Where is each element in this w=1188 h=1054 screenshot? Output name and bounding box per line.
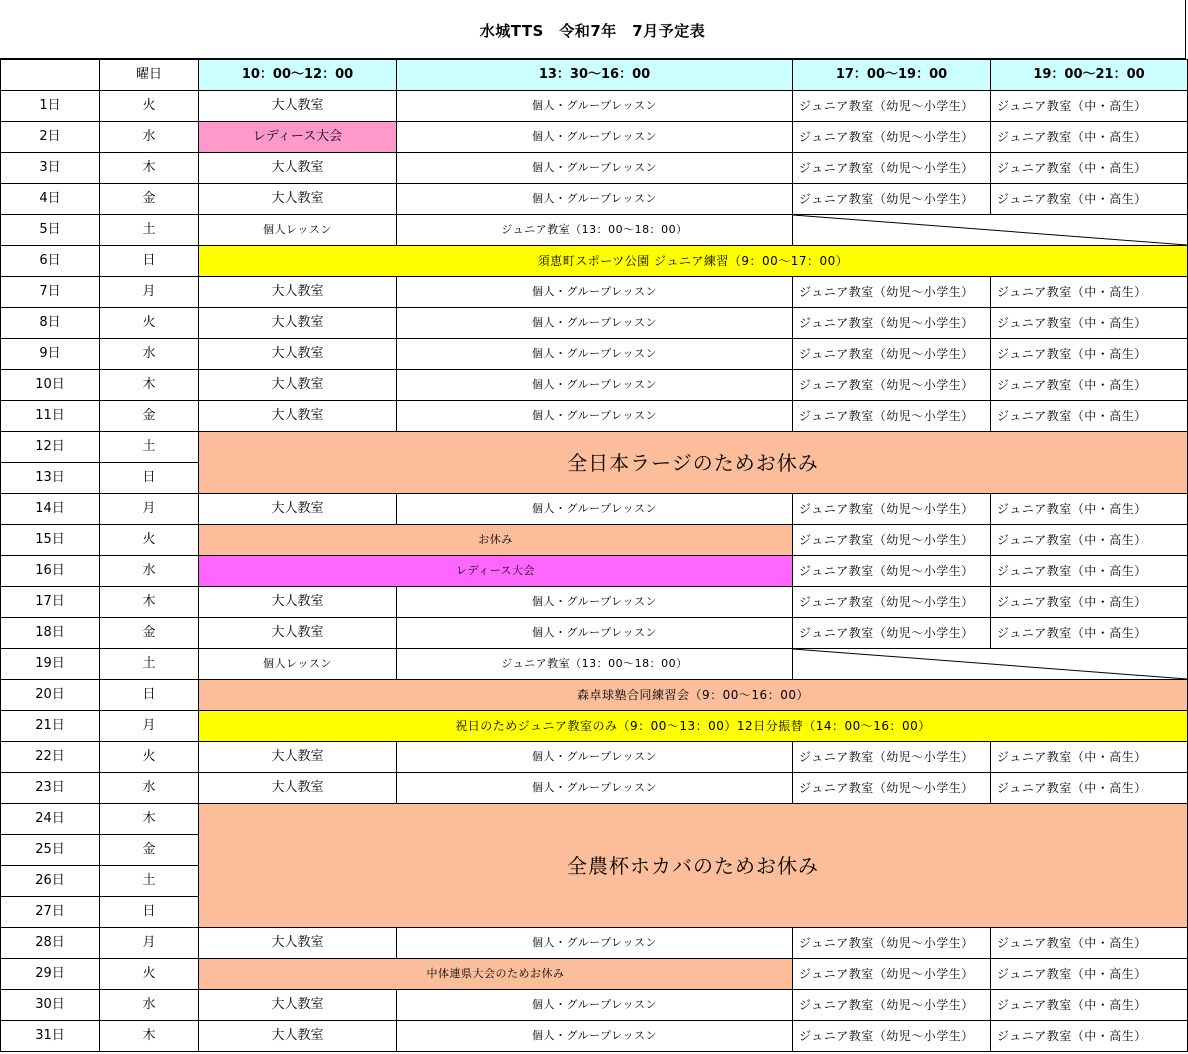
closure-banner: 全日本ラージのためお休み xyxy=(199,432,1188,494)
slot3-cell: ジュニア教室（幼児～小学生） xyxy=(793,494,991,525)
slot4-cell: ジュニア教室（中・高生） xyxy=(991,1021,1188,1052)
day-row xyxy=(1,990,1188,1021)
junior-saturday-cell: ジュニア教室（13：00～18：00） xyxy=(397,649,793,680)
slot3-cell: ジュニア教室（幼児～小学生） xyxy=(793,277,991,308)
slot3-cell: ジュニア教室（幼児～小学生） xyxy=(793,339,991,370)
slot4-cell: ジュニア教室（中・高生） xyxy=(991,928,1188,959)
weekday-cell: 月 xyxy=(100,494,199,525)
slot4-cell: ジュニア教室（中・高生） xyxy=(991,618,1188,649)
weekday-cell: 木 xyxy=(100,587,199,618)
slot2-cell: 個人・グループレッスン xyxy=(397,153,793,184)
slot3-cell: ジュニア教室（幼児～小学生） xyxy=(793,959,991,990)
slot4-cell: ジュニア教室（中・高生） xyxy=(991,556,1188,587)
date-cell: 2日 xyxy=(1,122,100,153)
day-row xyxy=(1,153,1188,184)
slot4-cell: ジュニア教室（中・高生） xyxy=(991,587,1188,618)
private-lesson-cell: 個人レッスン xyxy=(199,215,397,246)
slot2-cell: 個人・グループレッスン xyxy=(397,401,793,432)
weekday-cell: 火 xyxy=(100,742,199,773)
date-cell: 25日 xyxy=(1,835,100,866)
slot3-cell: ジュニア教室（幼児～小学生） xyxy=(793,990,991,1021)
weekday-cell: 金 xyxy=(100,401,199,432)
slot1-cell: 大人教室 xyxy=(199,184,397,215)
weekday-cell: 金 xyxy=(100,184,199,215)
slot3-cell: ジュニア教室（幼児～小学生） xyxy=(793,184,991,215)
header-weekday: 曜日 xyxy=(100,60,199,91)
weekday-cell: 火 xyxy=(100,959,199,990)
slot4-cell: ジュニア教室（中・高生） xyxy=(991,122,1188,153)
slot2-cell: 個人・グループレッスン xyxy=(397,370,793,401)
weekday-cell: 水 xyxy=(100,773,199,804)
rest-cell: お休み xyxy=(199,525,793,556)
weekday-cell: 木 xyxy=(100,1021,199,1052)
diagonal-line xyxy=(793,649,1187,679)
date-cell: 1日 xyxy=(1,91,100,122)
event-banner: 祝日のためジュニア教室のみ（9：00～13：00）12日分振替（14：00～16：00） xyxy=(199,711,1188,742)
day-row xyxy=(1,680,1188,711)
closure-banner: 全農杯ホカバのためお休み xyxy=(199,804,1188,928)
slot2-cell: 個人・グループレッスン xyxy=(397,122,793,153)
date-cell: 28日 xyxy=(1,928,100,959)
day-row xyxy=(1,525,1188,556)
day-row xyxy=(1,184,1188,215)
slot2-cell: 個人・グループレッスン xyxy=(397,277,793,308)
slot4-cell: ジュニア教室（中・高生） xyxy=(991,401,1188,432)
date-cell: 24日 xyxy=(1,804,100,835)
weekday-cell: 月 xyxy=(100,928,199,959)
weekday-cell: 土 xyxy=(100,432,199,463)
date-cell: 23日 xyxy=(1,773,100,804)
header-slot4: 19：00～21：00 xyxy=(991,60,1188,91)
date-cell: 18日 xyxy=(1,618,100,649)
slot3-cell: ジュニア教室（幼児～小学生） xyxy=(793,556,991,587)
date-cell: 16日 xyxy=(1,556,100,587)
slot2-cell: 個人・グループレッスン xyxy=(397,494,793,525)
slot4-cell: ジュニア教室（中・高生） xyxy=(991,773,1188,804)
slot3-cell: ジュニア教室（幼児～小学生） xyxy=(793,525,991,556)
day-row xyxy=(1,370,1188,401)
date-cell: 31日 xyxy=(1,1021,100,1052)
day-row xyxy=(1,432,1188,463)
date-cell: 12日 xyxy=(1,432,100,463)
date-cell: 21日 xyxy=(1,711,100,742)
date-cell: 6日 xyxy=(1,246,100,277)
weekday-cell: 水 xyxy=(100,556,199,587)
day-row xyxy=(1,959,1188,990)
date-cell: 13日 xyxy=(1,463,100,494)
ladies-event-cell: レディース大会 xyxy=(199,556,793,587)
weekday-cell: 火 xyxy=(100,525,199,556)
slot2-cell: 個人・グループレッスン xyxy=(397,928,793,959)
weekday-cell: 土 xyxy=(100,215,199,246)
day-row xyxy=(1,928,1188,959)
weekday-cell: 水 xyxy=(100,122,199,153)
weekday-cell: 日 xyxy=(100,897,199,928)
date-cell: 15日 xyxy=(1,525,100,556)
day-row xyxy=(1,618,1188,649)
slot4-cell: ジュニア教室（中・高生） xyxy=(991,494,1188,525)
private-lesson-cell: 個人レッスン xyxy=(199,649,397,680)
date-cell: 27日 xyxy=(1,897,100,928)
slot3-cell: ジュニア教室（幼児～小学生） xyxy=(793,928,991,959)
slot1-cell: 大人教室 xyxy=(199,773,397,804)
slot4-cell: ジュニア教室（中・高生） xyxy=(991,525,1188,556)
empty-evening-cell xyxy=(793,215,1188,246)
date-cell: 4日 xyxy=(1,184,100,215)
slot2-cell: 個人・グループレッスン xyxy=(397,990,793,1021)
date-cell: 22日 xyxy=(1,742,100,773)
date-cell: 17日 xyxy=(1,587,100,618)
day-row xyxy=(1,91,1188,122)
slot3-cell: ジュニア教室（幼児～小学生） xyxy=(793,91,991,122)
slot2-cell: 個人・グループレッスン xyxy=(397,339,793,370)
slot3-cell: ジュニア教室（幼児～小学生） xyxy=(793,618,991,649)
date-cell: 20日 xyxy=(1,680,100,711)
date-cell: 14日 xyxy=(1,494,100,525)
weekday-cell: 木 xyxy=(100,804,199,835)
slot3-cell: ジュニア教室（幼児～小学生） xyxy=(793,370,991,401)
day-row xyxy=(1,494,1188,525)
slot4-cell: ジュニア教室（中・高生） xyxy=(991,339,1188,370)
date-cell: 5日 xyxy=(1,215,100,246)
slot1-cell: 大人教室 xyxy=(199,401,397,432)
weekday-cell: 日 xyxy=(100,463,199,494)
date-cell: 29日 xyxy=(1,959,100,990)
day-row xyxy=(1,215,1188,246)
slot3-cell: ジュニア教室（幼児～小学生） xyxy=(793,742,991,773)
slot1-cell: 大人教室 xyxy=(199,339,397,370)
slot1-cell: 大人教室 xyxy=(199,308,397,339)
closure-cell: 中体連県大会のためお休み xyxy=(199,959,793,990)
slot2-cell: 個人・グループレッスン xyxy=(397,742,793,773)
slot3-cell: ジュニア教室（幼児～小学生） xyxy=(793,587,991,618)
day-row xyxy=(1,308,1188,339)
slot3-cell: ジュニア教室（幼児～小学生） xyxy=(793,773,991,804)
day-row xyxy=(1,339,1188,370)
slot4-cell: ジュニア教室（中・高生） xyxy=(991,153,1188,184)
slot4-cell: ジュニア教室（中・高生） xyxy=(991,990,1188,1021)
date-cell: 19日 xyxy=(1,649,100,680)
slot2-cell: 個人・グループレッスン xyxy=(397,618,793,649)
date-cell: 11日 xyxy=(1,401,100,432)
date-cell: 26日 xyxy=(1,866,100,897)
slot4-cell: ジュニア教室（中・高生） xyxy=(991,184,1188,215)
slot1-cell: 大人教室 xyxy=(199,370,397,401)
slot3-cell: ジュニア教室（幼児～小学生） xyxy=(793,153,991,184)
weekday-cell: 日 xyxy=(100,246,199,277)
slot3-cell: ジュニア教室（幼児～小学生） xyxy=(793,308,991,339)
date-cell: 9日 xyxy=(1,339,100,370)
slot4-cell: ジュニア教室（中・高生） xyxy=(991,277,1188,308)
slot2-cell: 個人・グループレッスン xyxy=(397,184,793,215)
weekday-cell: 木 xyxy=(100,153,199,184)
slot1-cell: 大人教室 xyxy=(199,587,397,618)
header-date xyxy=(1,60,100,91)
day-row xyxy=(1,401,1188,432)
weekday-cell: 木 xyxy=(100,370,199,401)
header-slot1: 10：00～12：00 xyxy=(199,60,397,91)
weekday-cell: 水 xyxy=(100,990,199,1021)
weekday-cell: 土 xyxy=(100,649,199,680)
date-cell: 8日 xyxy=(1,308,100,339)
slot1-cell: 大人教室 xyxy=(199,494,397,525)
day-row xyxy=(1,649,1188,680)
date-cell: 7日 xyxy=(1,277,100,308)
slot4-cell: ジュニア教室（中・高生） xyxy=(991,91,1188,122)
diagonal-line xyxy=(793,215,1187,245)
day-row xyxy=(1,1021,1188,1052)
header-slot3: 17：00～19：00 xyxy=(793,60,991,91)
day-row xyxy=(1,277,1188,308)
day-row xyxy=(1,587,1188,618)
slot1-cell: 大人教室 xyxy=(199,990,397,1021)
day-row xyxy=(1,122,1188,153)
slot2-cell: 個人・グループレッスン xyxy=(397,587,793,618)
slot1-cell: 大人教室 xyxy=(199,153,397,184)
slot4-cell: ジュニア教室（中・高生） xyxy=(991,370,1188,401)
day-row xyxy=(1,773,1188,804)
slot1-cell: 大人教室 xyxy=(199,277,397,308)
weekday-cell: 月 xyxy=(100,277,199,308)
weekday-cell: 金 xyxy=(100,835,199,866)
day-row xyxy=(1,742,1188,773)
event-banner: 須恵町スポーツ公園 ジュニア練習（9：00～17：00） xyxy=(199,246,1188,277)
date-cell: 30日 xyxy=(1,990,100,1021)
slot4-cell: ジュニア教室（中・高生） xyxy=(991,308,1188,339)
weekday-cell: 水 xyxy=(100,339,199,370)
title-row xyxy=(0,0,1186,59)
day-row xyxy=(1,556,1188,587)
day-row xyxy=(1,804,1188,835)
day-row xyxy=(1,711,1188,742)
slot1-cell: 大人教室 xyxy=(199,1021,397,1052)
weekday-cell: 金 xyxy=(100,618,199,649)
weekday-cell: 火 xyxy=(100,308,199,339)
day-row xyxy=(1,246,1188,277)
slot1-cell: 大人教室 xyxy=(199,742,397,773)
slot3-cell: ジュニア教室（幼児～小学生） xyxy=(793,1021,991,1052)
empty-evening-cell xyxy=(793,649,1188,680)
slot2-cell: 個人・グループレッスン xyxy=(397,1021,793,1052)
slot4-cell: ジュニア教室（中・高生） xyxy=(991,959,1188,990)
slot4-cell: ジュニア教室（中・高生） xyxy=(991,742,1188,773)
weekday-cell: 月 xyxy=(100,711,199,742)
slot1-cell: 大人教室 xyxy=(199,91,397,122)
weekday-cell: 土 xyxy=(100,866,199,897)
page-title: 水城TTS 令和7年 7月予定表 xyxy=(479,22,706,40)
schedule-table xyxy=(0,59,1188,1052)
slot2-cell: 個人・グループレッスン xyxy=(397,308,793,339)
header-slot2: 13：30～16：00 xyxy=(397,60,793,91)
slot1-cell: 大人教室 xyxy=(199,928,397,959)
slot2-cell: 個人・グループレッスン xyxy=(397,773,793,804)
weekday-cell: 火 xyxy=(100,91,199,122)
slot3-cell: ジュニア教室（幼児～小学生） xyxy=(793,401,991,432)
slot1-cell: 大人教室 xyxy=(199,618,397,649)
ladies-event-cell: レディース大会 xyxy=(199,122,397,153)
weekday-cell: 日 xyxy=(100,680,199,711)
junior-saturday-cell: ジュニア教室（13：00～18：00） xyxy=(397,215,793,246)
date-cell: 10日 xyxy=(1,370,100,401)
header-row xyxy=(1,60,1188,91)
slot2-cell: 個人・グループレッスン xyxy=(397,91,793,122)
date-cell: 3日 xyxy=(1,153,100,184)
slot3-cell: ジュニア教室（幼児～小学生） xyxy=(793,122,991,153)
event-banner: 森卓球塾合同練習会（9：00～16：00） xyxy=(199,680,1188,711)
